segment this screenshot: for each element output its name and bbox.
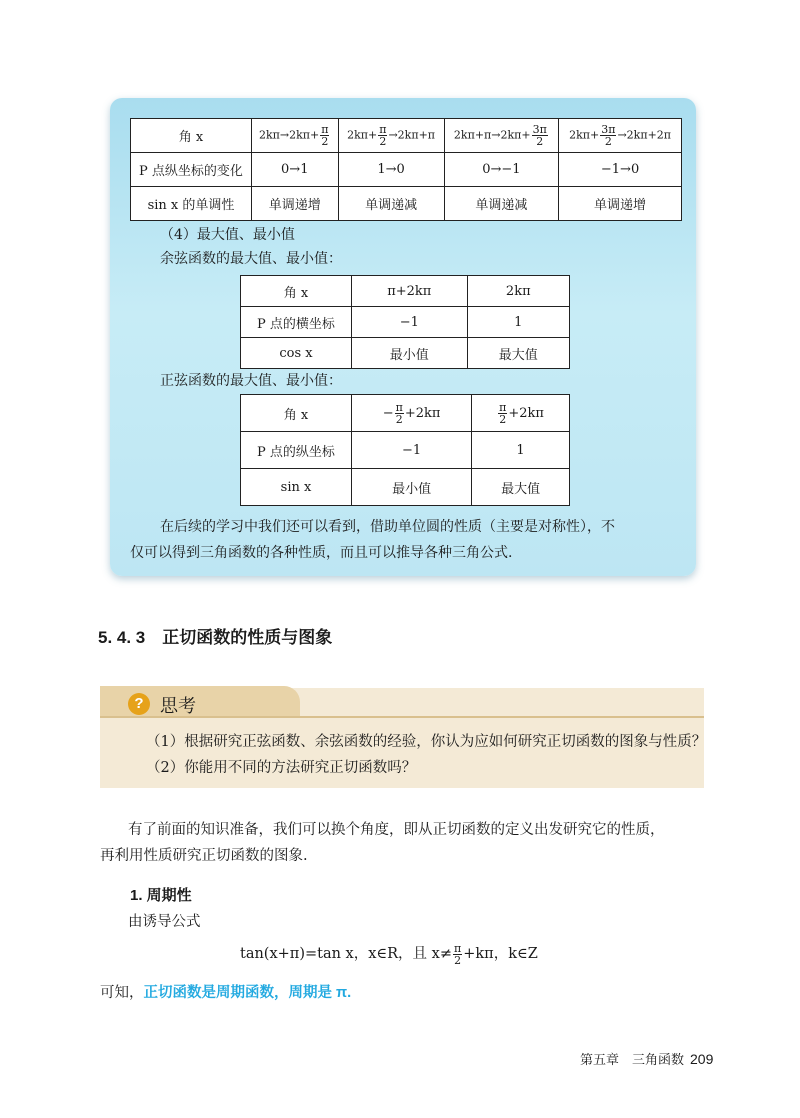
fraction: [498, 402, 507, 425]
table-cell: 1: [467, 307, 569, 338]
table-cell: P 点的横坐标: [241, 307, 352, 338]
conclusion-prefix: 可知，: [100, 985, 144, 1001]
interval-cell: [252, 119, 339, 153]
interval-text: →2kπ+2π: [617, 128, 672, 142]
fraction-numerator: π: [454, 941, 462, 955]
table-row: [241, 307, 570, 338]
interval-text: 2kπ→2kπ+: [259, 128, 320, 142]
expr-tail: +2kπ: [508, 405, 544, 421]
subsection-title: （4）最大值、最小值: [160, 227, 295, 243]
page-number: 209: [690, 1051, 714, 1067]
table-cell: −1: [352, 432, 472, 469]
paragraph-line: 有了前面的知识准备，我们可以换个角度，即从正切函数的定义出发研究它的性质，: [128, 822, 665, 838]
fraction-denominator: 2: [454, 953, 462, 967]
think-question: （2）你能用不同的方法研究正切函数吗？: [146, 760, 417, 776]
table-cell: −1→0: [559, 153, 682, 187]
table-cell: 最大值: [472, 469, 570, 506]
fraction-numerator: π: [499, 400, 507, 414]
table-cell: 0→−1: [444, 153, 558, 187]
table-row: [241, 432, 570, 469]
table-cell: 2kπ: [467, 276, 569, 307]
table-cell: 单调递减: [338, 187, 444, 221]
table-cell: 最大值: [467, 338, 569, 369]
table-cell: −1: [352, 307, 468, 338]
table-cell: 1→0: [338, 153, 444, 187]
fraction: [378, 124, 387, 147]
fraction-denominator: 2: [604, 135, 612, 148]
section-heading: 5. 4. 3 正切函数的性质与图象: [98, 628, 333, 647]
cos-extrema-title: 余弦函数的最大值、最小值：: [160, 251, 342, 267]
table-cell: sin x: [241, 469, 352, 506]
subsection-heading: 1. 周期性: [130, 887, 192, 904]
fraction: [395, 402, 404, 425]
fraction-denominator: 2: [379, 135, 387, 148]
fraction-denominator: 2: [536, 135, 544, 148]
expr-tail: +2kπ: [404, 405, 441, 421]
conclusion: [100, 981, 351, 1002]
interval-text: →2kπ+π: [388, 128, 436, 142]
table-cell: cos x: [241, 338, 352, 369]
sin-monotonic-table: [130, 118, 682, 221]
fraction-numerator: π: [395, 400, 403, 414]
formula: [240, 942, 538, 966]
think-title: 思考: [160, 696, 196, 716]
table-row: [131, 153, 682, 187]
interval-cell: [444, 119, 558, 153]
fraction: [600, 124, 616, 147]
interval-text: 2kπ+: [347, 128, 378, 142]
table-cell: 角 x: [241, 395, 352, 432]
table-cell: 0→1: [252, 153, 339, 187]
table-cell: 单调递减: [444, 187, 558, 221]
fraction-numerator: π: [321, 123, 329, 136]
fraction: [532, 124, 548, 147]
table-row: [241, 276, 570, 307]
table-cell: 单调递增: [252, 187, 339, 221]
fraction-denominator: 2: [499, 412, 507, 426]
paragraph-line: 再利用性质研究正切函数的图象.: [100, 848, 308, 864]
fraction-numerator: π: [379, 123, 387, 136]
interval-cell: [338, 119, 444, 153]
think-question: （1）根据研究正弦函数、余弦函数的经验，你认为应如何研究正切函数的图象与性质？: [146, 734, 707, 750]
table-cell: 角 x: [241, 276, 352, 307]
sign: −: [382, 405, 394, 421]
table-cell: π+2kπ: [352, 276, 468, 307]
table-row: [241, 338, 570, 369]
table-row: [241, 469, 570, 506]
conclusion-highlight: 正切函数是周期函数，周期是 π.: [143, 985, 352, 1001]
table-cell: 最小值: [352, 338, 468, 369]
table-cell: sin x 的单调性: [131, 187, 252, 221]
table-cell: 单调递增: [559, 187, 682, 221]
summary-paragraph-line: 在后续的学习中我们还可以看到，借助单位圆的性质（主要是对称性），不: [160, 519, 615, 535]
formula-left: tan(x+π)=tan x，x∈R，且 x≠: [240, 946, 452, 962]
table-cell: [472, 395, 570, 432]
table-cell: [352, 395, 472, 432]
table-row: [131, 119, 682, 153]
table-cell: P 点的纵坐标: [241, 432, 352, 469]
question-icon: ?: [128, 693, 150, 715]
fraction: [453, 943, 462, 966]
fraction-numerator: 3π: [532, 123, 547, 136]
page-footer: [580, 1049, 713, 1068]
table-row: [241, 395, 570, 432]
table-cell: P 点纵坐标的变化: [131, 153, 252, 187]
interval-cell: [559, 119, 682, 153]
lead-text: 由诱导公式: [128, 914, 201, 930]
interval-text: 2kπ+: [569, 128, 600, 142]
interval-text: 2kπ+π→2kπ+: [453, 128, 531, 142]
fraction-denominator: 2: [321, 135, 329, 148]
fraction-numerator: 3π: [601, 123, 616, 136]
chapter-label: 第五章 三角函数: [580, 1052, 685, 1067]
table-cell: 最小值: [352, 469, 472, 506]
cos-extrema-table: [240, 275, 570, 369]
summary-paragraph-line: 仅可以得到三角函数的各种性质，而且可以推导各种三角公式.: [130, 545, 513, 561]
table-cell: 1: [472, 432, 570, 469]
formula-right: +kπ，k∈Z: [463, 946, 538, 962]
sin-extrema-table: [240, 394, 570, 506]
fraction-denominator: 2: [395, 412, 403, 426]
sin-extrema-title: 正弦函数的最大值、最小值：: [160, 373, 342, 389]
table-row: [131, 187, 682, 221]
fraction: [320, 124, 329, 147]
table-cell: 角 x: [131, 119, 252, 153]
